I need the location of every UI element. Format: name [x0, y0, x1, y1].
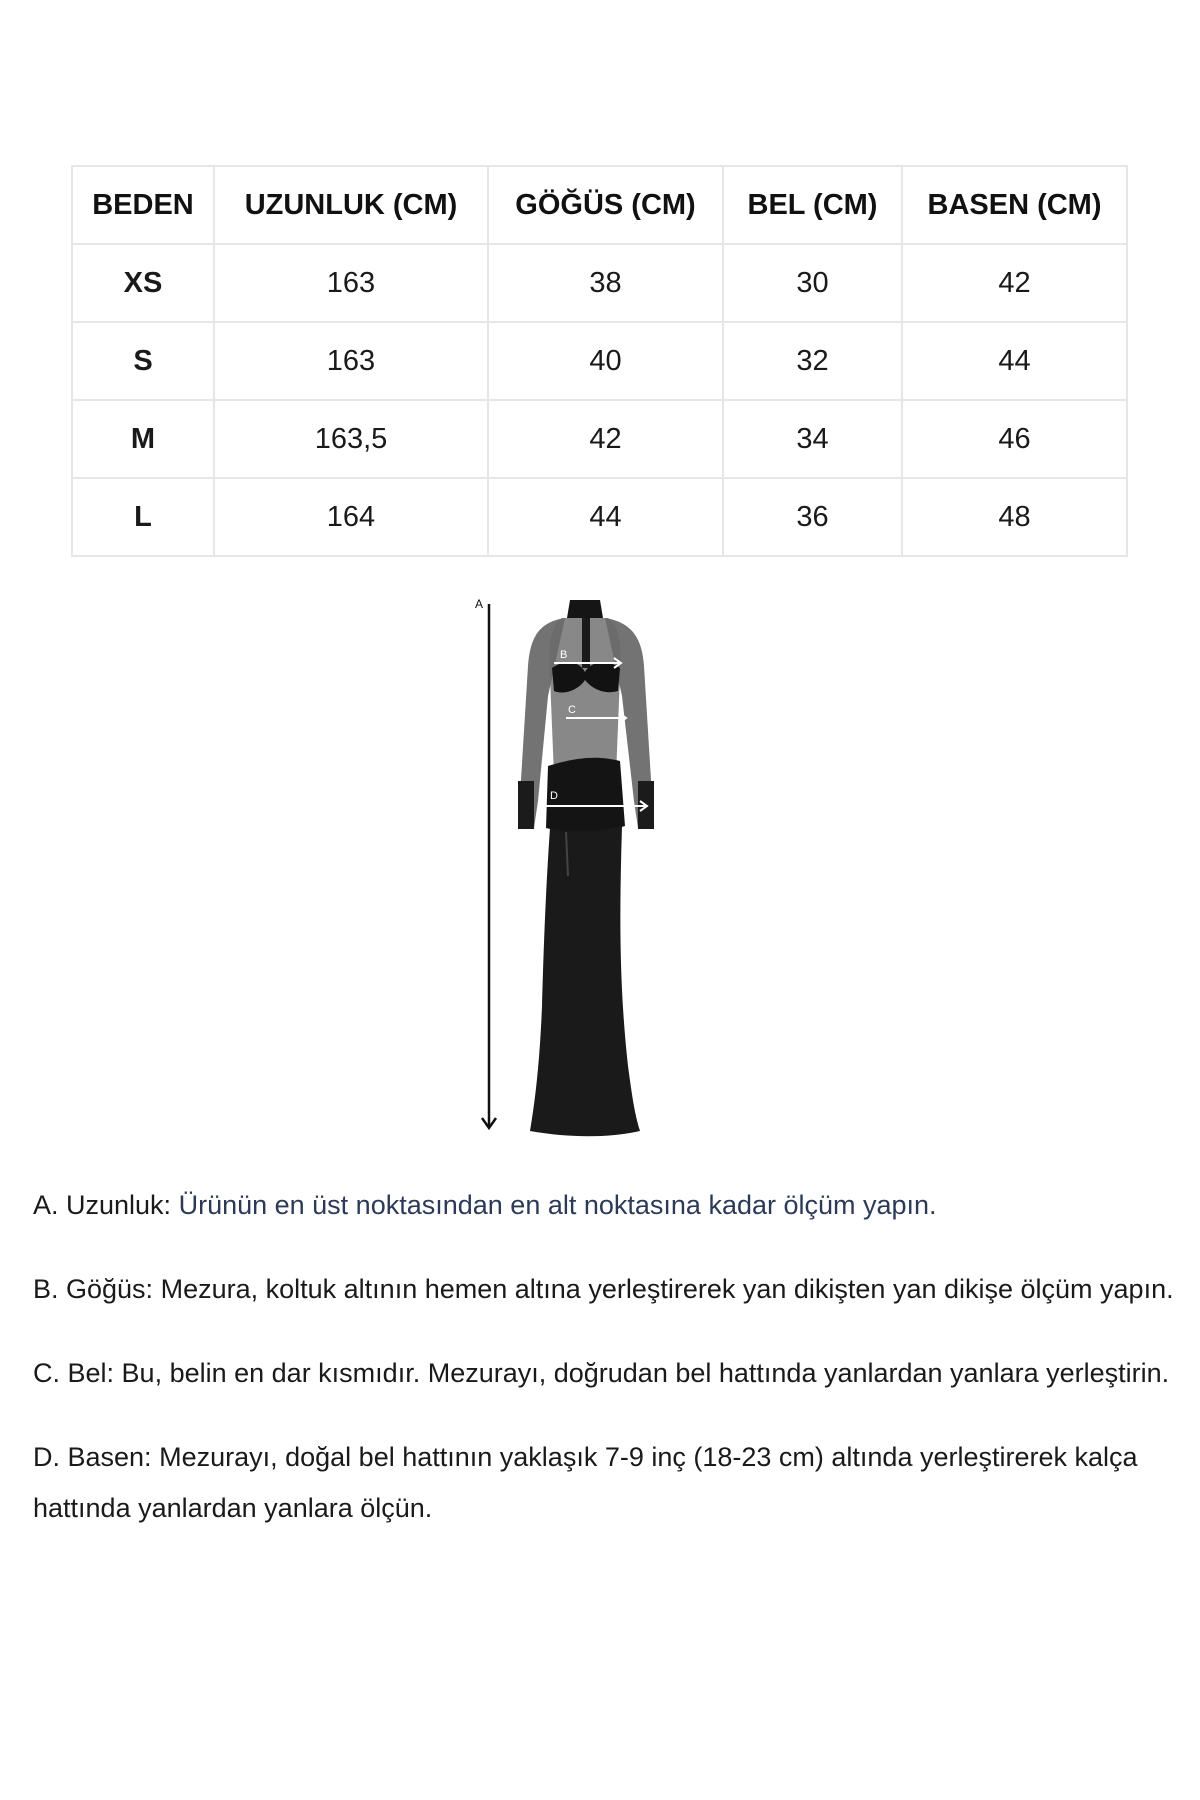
label-c: C	[568, 704, 576, 716]
size-chart-table	[71, 165, 1128, 557]
hip-cell: 44	[902, 322, 1127, 400]
dress-measurement-figure	[470, 596, 700, 1149]
table-row	[72, 244, 1127, 322]
chest-cell: 38	[488, 244, 723, 322]
chest-cell: 40	[488, 322, 723, 400]
dress-illustration	[470, 596, 700, 1149]
table-header-row	[72, 166, 1127, 244]
note-hip	[33, 1432, 1183, 1534]
size-cell: XS	[72, 244, 214, 322]
chest-cell: 42	[488, 400, 723, 478]
waist-cell: 34	[723, 400, 902, 478]
table-row	[72, 322, 1127, 400]
note-waist	[33, 1348, 1183, 1399]
note-length	[33, 1180, 1183, 1231]
note-length-text: Ürünün en üst noktasından en alt noktasına kadar ölçüm yapın.	[178, 1190, 937, 1220]
waist-cell: 32	[723, 322, 902, 400]
note-waist-text: Bu, belin en dar kısmıdır. Mezurayı, doğrudan bel hattında yanlardan yanlara yerleştirin.	[121, 1358, 1170, 1388]
length-cell: 163	[214, 244, 488, 322]
hip-cell: 48	[902, 478, 1127, 556]
table-row	[72, 478, 1127, 556]
length-cell: 163,5	[214, 400, 488, 478]
table-row	[72, 400, 1127, 478]
hip-cell: 46	[902, 400, 1127, 478]
hip-cell: 42	[902, 244, 1127, 322]
waist-cell: 36	[723, 478, 902, 556]
header-beden: BEDEN	[72, 166, 214, 244]
note-hip-label: D. Basen:	[33, 1442, 152, 1472]
note-waist-label: C. Bel:	[33, 1358, 115, 1388]
chest-cell: 44	[488, 478, 723, 556]
size-cell: M	[72, 400, 214, 478]
label-a: A	[475, 597, 484, 611]
measurement-notes	[33, 1180, 1183, 1567]
label-b: B	[560, 649, 568, 661]
note-hip-text: Mezurayı, doğal bel hattının yaklaşık 7-9 inç (18-23 cm) altında yerleştirerek kalça hattında yanlardan yanlara ölçün.	[33, 1442, 1138, 1523]
note-chest-label: B. Göğüs:	[33, 1274, 154, 1304]
header-bel: BEL (CM)	[723, 166, 902, 244]
header-basen: BASEN (CM)	[902, 166, 1127, 244]
note-chest	[33, 1264, 1183, 1315]
size-cell: L	[72, 478, 214, 556]
length-cell: 164	[214, 478, 488, 556]
header-gogus: GÖĞÜS (CM)	[488, 166, 723, 244]
note-chest-text: Mezura, koltuk altının hemen altına yerleştirerek yan dikişten yan dikişe ölçüm yapın.	[160, 1274, 1174, 1304]
header-uzunluk: UZUNLUK (CM)	[214, 166, 488, 244]
waist-cell: 30	[723, 244, 902, 322]
label-d: D	[550, 790, 558, 802]
length-cell: 163	[214, 322, 488, 400]
size-cell: S	[72, 322, 214, 400]
note-length-label: A. Uzunluk:	[33, 1190, 172, 1220]
